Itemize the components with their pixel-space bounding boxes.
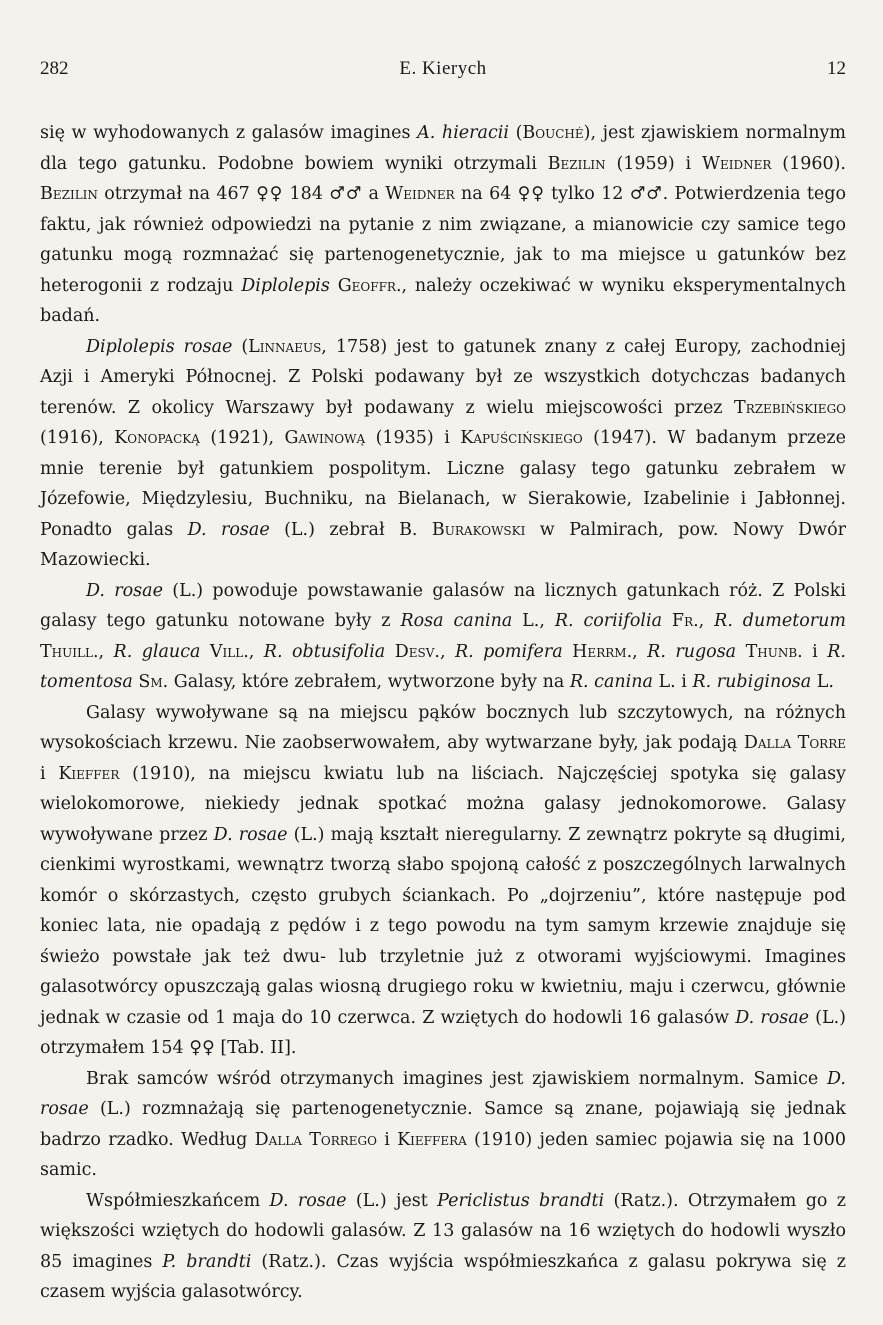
small-caps-text: Dalla Torrego xyxy=(254,1129,377,1150)
italic-text: R. tomentosa xyxy=(40,641,846,692)
paragraph xyxy=(40,1186,846,1308)
text-run xyxy=(662,611,672,631)
small-caps-text: Vill xyxy=(209,641,244,662)
small-caps-text: Kieffera xyxy=(397,1129,467,1150)
text-run: , 1758) jest to gatunek znany z całej Europy, zachodniej Azji i Ameryki Północnej. Z Polski podawany był ze wszystkich dotychczas badanych terenów. Z okolicy Warszawy był podawany z wielu miejscowości przez xyxy=(40,336,846,418)
italic-text: Rosa canina xyxy=(400,611,513,631)
text-run: (L.) otrzymałem 154 ♀♀ [Tab. II]. xyxy=(40,1007,846,1058)
text-run: (L.) jest xyxy=(346,1190,438,1211)
small-caps-text: Gawinową xyxy=(284,428,366,448)
body-text xyxy=(40,118,846,1308)
small-caps-text: Desv xyxy=(394,641,435,662)
small-caps-text: Sm xyxy=(138,672,163,692)
italic-text: A. hieracii xyxy=(417,123,509,143)
italic-text: R. rubiginosa xyxy=(692,672,812,692)
text-run: (1959) i xyxy=(605,153,702,174)
text-run: (L.) mają kształt nieregularny. Z zewnątrz pokryte są długimi, cienkimi wyrostkami, wewnątrz tworzą słabo spojoną całość z poszczególnych larwalnych komór o skórzastych, często grubych ściankach. Po „dojrzeniu”, które następuje pod koniec lata, nie opadają z pędów i z tego powodu na tym samym krzewie znajduje się świeżo powstałe jak też dwu- lub trzyletnie już z otworami wyjściowymi. Imagines galasotwórcy opuszczają galas wiosną drugiego roku w kwietniu, maju i czerwcu, głównie jednak w czasie od 1 maja do 10 czerwca. Z wziętych do hodowli 16 galasów xyxy=(40,824,846,1028)
italic-text: D. rosae xyxy=(187,519,270,540)
paragraph xyxy=(40,576,846,698)
italic-text: R. rugosa xyxy=(647,641,737,662)
text-run: ., xyxy=(626,641,648,662)
italic-text: D. rosae xyxy=(40,1068,846,1119)
italic-text: Diplolepis xyxy=(241,275,330,296)
text-run: ., xyxy=(243,641,264,662)
italic-text: R. glauca xyxy=(113,641,201,662)
text-run: (L.) zebrał B. xyxy=(269,519,432,540)
text-run: ( xyxy=(508,123,523,143)
italic-text: P. brandti xyxy=(162,1251,252,1272)
text-run xyxy=(385,642,394,662)
small-caps-text: Thunb xyxy=(745,641,798,662)
paragraph xyxy=(40,332,846,576)
small-caps-text: Weidner xyxy=(701,153,772,174)
small-caps-text: Konopacką xyxy=(114,428,200,448)
text-run: ., należy oczekiwać w wyniku eksperymentalnych badań. xyxy=(40,275,846,326)
text-run: ., xyxy=(92,641,114,662)
small-caps-text: Kapuścińskiego xyxy=(460,428,583,448)
text-run xyxy=(330,276,338,296)
italic-text: D. rosae xyxy=(86,580,163,601)
small-caps-text: Dalla Torre xyxy=(743,733,846,753)
text-run: i xyxy=(376,1129,398,1150)
small-caps-text: Geoffr xyxy=(337,275,396,296)
section-number: 12 xyxy=(827,58,846,79)
text-run: . i xyxy=(797,641,828,662)
text-run: (1921), xyxy=(199,428,285,448)
text-run: ., xyxy=(434,641,455,662)
paragraph xyxy=(40,1064,846,1186)
running-head: E. Kierych xyxy=(399,58,487,79)
text-run: (1947). W badanym przeze mnie terenie był gatunkiem pospolitym. Liczne galasy tego gatunku zebrałem w Józefowie, Międzylesiu, Buchniku, na Bielanach, w Sierakowie, Izabelinie i Jabłonnej. Ponadto galas xyxy=(40,428,846,540)
italic-text: D. rosae xyxy=(213,824,288,845)
italic-text: Diplolepis rosae xyxy=(86,336,233,357)
text-run: w Palmirach, pow. Nowy Dwór Mazowiecki. xyxy=(40,519,846,570)
small-caps-text: Linnaeus xyxy=(248,336,322,357)
page-header xyxy=(40,58,846,88)
italic-text: D. rosae xyxy=(735,1007,810,1028)
text-run: (Ratz.). Czas wyjścia współmieszkańca z galasu pokrywa się z czasem wyjścia galasotwórcy. xyxy=(40,1251,846,1302)
italic-text: D. rosae xyxy=(269,1190,347,1211)
small-caps-text: Burakowski xyxy=(431,519,526,540)
italic-text: R. dumetorum xyxy=(714,611,847,631)
italic-text: Periclistus brandti xyxy=(437,1190,605,1211)
text-run: L. i xyxy=(652,672,693,692)
small-caps-text: Bezilin xyxy=(547,153,606,174)
text-run: (L.) powoduje powstawanie galasów na licznych gatunkach róż. Z Polski galasy tego gatunku notowane były z xyxy=(40,580,846,631)
paragraph xyxy=(40,698,846,1064)
text-run: na 64 ♀♀ tylko 12 ♂♂. Potwierdzenia tego faktu, jak również odpowiedzi na pytanie z nim związane, a mianowicie czy samice tego gatunku mogą rozmnażać się partenogenetycznie, jak to ma miejsce u gatunków bez heterogonii z rodzaju xyxy=(40,184,846,296)
small-caps-text: Herrm xyxy=(572,641,627,662)
text-run: (1960). xyxy=(771,153,846,174)
text-run: ( xyxy=(232,336,249,357)
small-caps-text: Kieffer xyxy=(58,763,120,784)
italic-text: R. obtusifolia xyxy=(263,641,386,662)
text-run: Brak samców wśród otrzymanych imagines jest zjawiskiem normalnym. Samice xyxy=(86,1068,828,1089)
text-run xyxy=(736,642,745,662)
small-caps-text: Trzebińskiego xyxy=(734,397,846,418)
paragraph xyxy=(40,118,846,332)
small-caps-text: Thuill xyxy=(40,641,93,662)
italic-text: R. canina xyxy=(569,672,653,692)
small-caps-text: Weidner xyxy=(385,184,455,204)
text-run: Współmieszkańcem xyxy=(86,1190,270,1211)
text-run: się w wyhodowanych z galasów imagines xyxy=(40,123,418,143)
italic-text: R. coriifolia xyxy=(554,611,663,631)
text-run: (1935) i xyxy=(365,428,461,448)
text-run: . Galasy, które zebrałem, wytworzone były na xyxy=(162,672,570,692)
text-run xyxy=(200,642,209,662)
italic-text: R. pomifera xyxy=(454,641,563,662)
text-run: (L.) rozmnażają się partenogenetycznie. Samce są znane, pojawiają się jednak badrzo rzadko. Według xyxy=(40,1099,846,1150)
text-run: ., xyxy=(693,611,715,631)
text-run: (Ratz.). Otrzymałem go z większości wziętych do hodowli galasów. Z 13 galasów na 16 wziętych do hodowli wyszło 85 imagines xyxy=(40,1190,847,1272)
text-run: Galasy wywoływane są na miejscu pąków bocznych lub szczytowych, na różnych wysokościach krzewu. Nie zaobserwowałem, aby wytwarzane były, jak podają xyxy=(40,702,846,753)
text-run: (1910), na miejscu kwiatu lub na liściach. Najczęściej spotyka się galasy wielokomorowe, niekiedy jednak spotkać można galasy jednokomorowe. Galasy wywoływane przez xyxy=(40,763,846,845)
text-run: otrzymał na 467 ♀♀ 184 ♂♂ a xyxy=(97,184,386,204)
page-number: 282 xyxy=(40,58,69,79)
text-run: ), jest zjawiskiem normalnym dla tego gatunku. Podobne bowiem wyniki otrzymali xyxy=(40,123,847,174)
text-run: L. xyxy=(811,672,834,692)
text-run xyxy=(563,642,572,662)
text-run: L., xyxy=(512,611,555,631)
text-run: (1916), xyxy=(40,428,115,448)
text-run: i xyxy=(40,763,59,784)
small-caps-text: Fr xyxy=(671,611,694,631)
small-caps-text: Bezilin xyxy=(40,184,98,204)
text-run: (1910) jeden samiec pojawia się na 1000 samic. xyxy=(40,1129,846,1180)
small-caps-text: Bouché xyxy=(522,123,584,143)
